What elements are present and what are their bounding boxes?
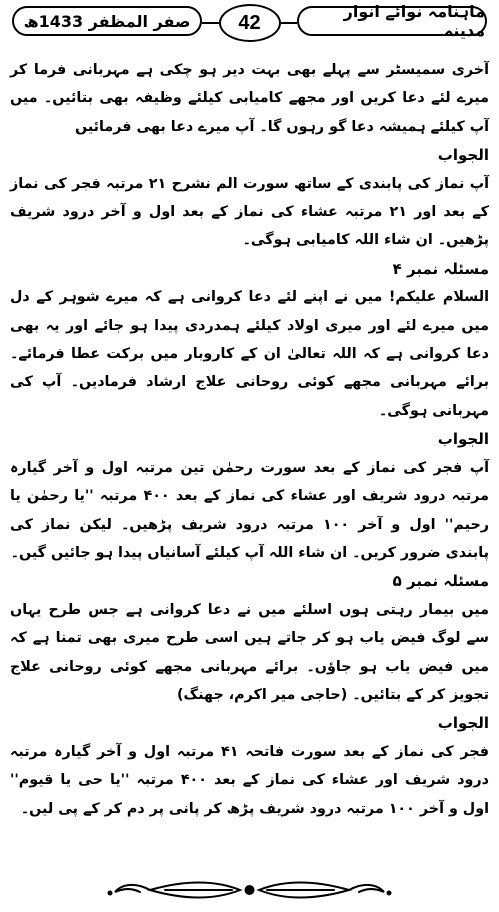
answer-heading: الجواب xyxy=(437,714,489,733)
paragraph: آپ فجر کی نماز کے بعد سورت رحمٰن تین مرتبہ اول و آخر گیارہ مرتبہ درود شریف اور عشاء کی نماز کے بعد ۴۰۰ مرتبہ ''یا رحمٰن یا رحیم'' اول و آخر ۱۰۰ مرتبہ درود شریف پڑھیں۔ لیکن نماز کی پابندی ضرور کریں۔ ان شاء اللہ آپ کیلئے آسانیاں پیدا ہو جائیں گیں۔ xyxy=(10,459,489,561)
answer-heading: الجواب xyxy=(437,146,489,165)
paragraph: آپ نماز کی پابندی کے ساتھ سورت الم نشرح ۲۱ مرتبہ فجر کی نماز کے بعد اور ۲۱ مرتبہ عشاء کی نماز کے بعد اول و آخر درود شریف پڑھیں۔ ان شاء اللہ کامیابی ہوگی۔ xyxy=(10,175,490,249)
paragraph: فجر کی نماز کے بعد سورت فاتحہ ۴۱ مرتبہ اول و آخر گیارہ مرتبہ درود شریف اور عشاء کی نماز کے بعد ۴۰۰ مرتبہ ''یا حی یا قیوم'' اول و آخر ۱۰۰ مرتبہ درود شریف پڑھ کر پانی پر دم کر کے پی لیں۔ xyxy=(10,743,490,817)
paragraph: میں بیمار رہتی ہوں اسلئے میں نے دعا کروانی ہے جس طرح یہاں سے لوگ فیض یاب ہو کر جاتے ہیں اسی طرح میری بھی تمنا ہے کہ میں فیض یاب ہو جاؤں۔ برائے مہربانی مجھے کوئی روحانی علاج تجویز کر کے بتائیں۔ (حاجی میر اکرم، جھنگ) xyxy=(10,601,489,703)
article-body xyxy=(10,56,489,823)
page-header xyxy=(8,4,491,44)
paragraph: آخری سمیسٹر سے پہلے بھی بہت دیر ہو چکی ہے مہربانی فرما کر میرے لئے دعا کریں اور مجھے کامیابی کیلئے وظیفہ بھی بتائیں۔ میں آپ کیلئے ہمیشہ دعا گو رہوں گا۔ آپ میرے دعا بھی فرمائیں xyxy=(10,62,489,135)
paragraph: السلام علیکم! میں نے اپنے لئے دعا کروانی ہے کہ میرے شوہر کے دل میں میرے لئے اور میری اولاد کیلئے ہمدردی پیدا ہو جائے اور یہ بھی دعا کروانی ہے کہ اللہ تعالیٰ ان کے کاروبار میں برکت عطا فرمائے۔ برائے مہربانی مجھے کوئی روحانی علاج ارشاد فرمادیں۔ آپ کی مہربانی ہوگی۔ xyxy=(10,289,489,419)
page-number: 42 xyxy=(219,4,281,42)
question-heading: مسئلہ نمبر ۵ xyxy=(392,572,489,591)
magazine-title-box: ماہنامہ نوائے انوار مدینہ xyxy=(297,6,487,36)
question-heading: مسئلہ نمبر ۴ xyxy=(392,259,489,278)
issue-date-box: صفر المظفر 1433ھ xyxy=(12,6,202,36)
answer-heading: الجواب xyxy=(437,430,489,449)
footer-ornament xyxy=(0,876,499,904)
